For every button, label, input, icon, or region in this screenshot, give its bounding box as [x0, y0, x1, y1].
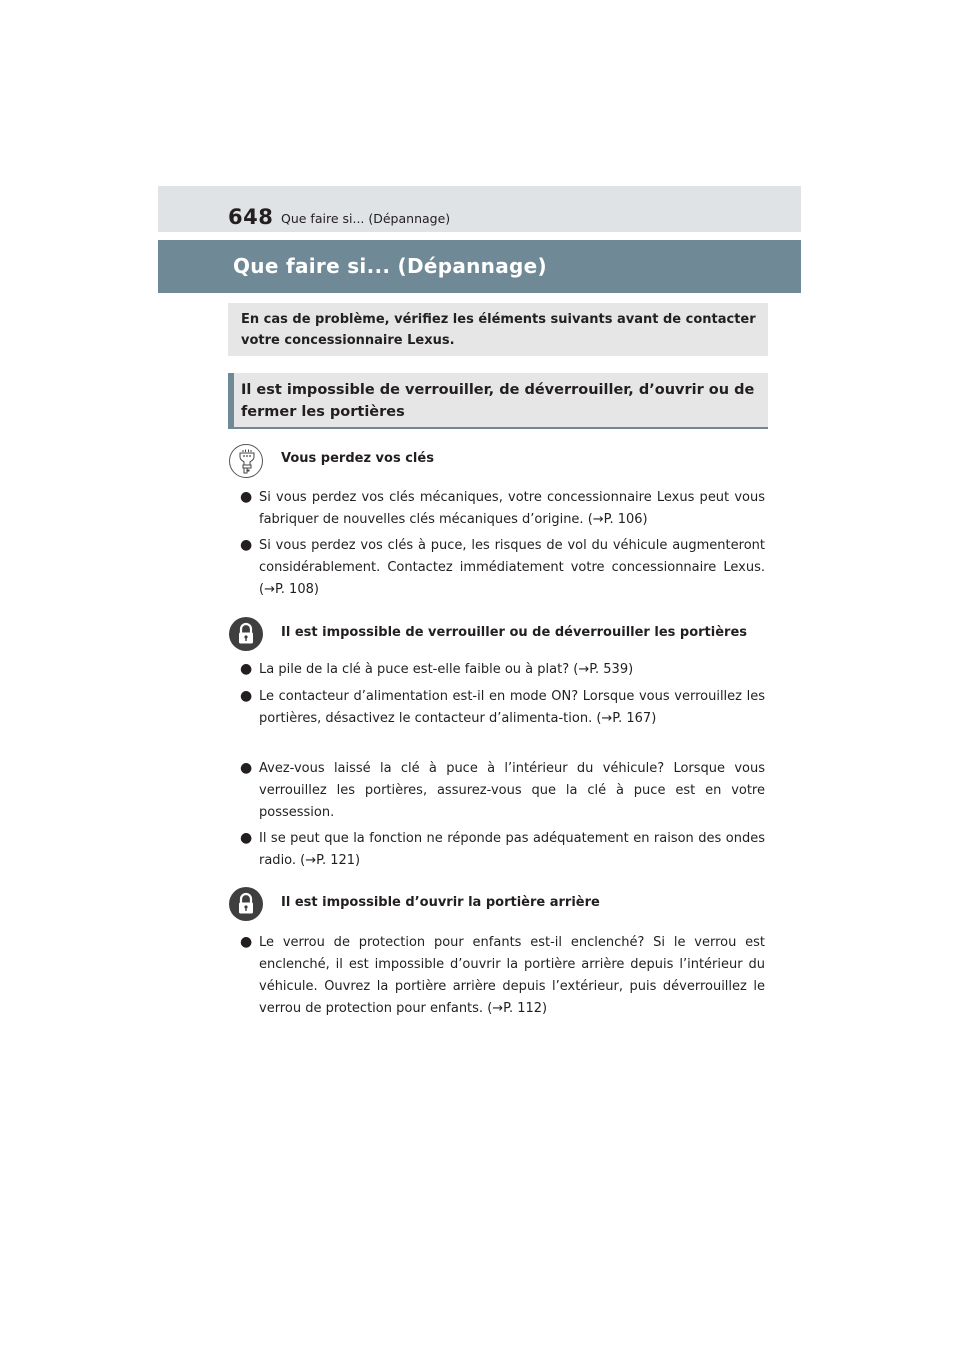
bullet: ● — [240, 760, 253, 776]
bullet: ● — [240, 661, 253, 677]
list-item: Le verrou de protection pour enfants est-il enclenché? Si le verrou est enclenché, il est impossible d’ouvrir la portière arrière depuis l’intérieur du véhicule. Ouvrez la portière arrière depuis l’extérieur, puis déverrouillez le verrou de protection pour enfants. (→P. 112) — [259, 935, 765, 1016]
lock-icon — [229, 887, 263, 921]
list-item: Avez-vous laissé la clé à puce à l’intérieur du véhicule? Lorsque vous verrouillez les portières, assurez-vous que la clé à puce est en votre possession. — [259, 761, 765, 820]
topic-title-lost-keys: Vous perdez vos clés — [281, 451, 434, 466]
subsection-title: Il est impossible de verrouiller, de déverrouiller, d’ouvrir ou de fermer les portières — [241, 382, 755, 420]
list-item: Si vous perdez vos clés mécaniques, votre concessionnaire Lexus peut vous fabriquer de nouvelles clés mécaniques d’origine. (→P. 106) — [259, 490, 765, 527]
subsection-accent-bar — [228, 373, 234, 427]
topic-title-lock-unlock: Il est impossible de verrouiller ou de déverrouiller les portières — [281, 625, 748, 640]
bullet: ● — [240, 934, 253, 950]
bullet: ● — [240, 489, 253, 505]
intro-text: En cas de problème, vérifiez les éléments suivants avant de contacter votre concessionnaire Lexus. — [241, 312, 756, 348]
lock-icon — [229, 617, 263, 651]
topic-title-rear-door: Il est impossible d’ouvrir la portière arrière — [281, 895, 600, 910]
bullet: ● — [240, 537, 253, 553]
bullet: ● — [240, 830, 253, 846]
page-number: 648 — [228, 205, 274, 229]
running-title: Que faire si... (Dépannage) — [281, 211, 451, 226]
list-item: La pile de la clé à puce est-elle faible ou à plat? (→P. 539) — [259, 662, 634, 677]
bullet: ● — [240, 688, 253, 704]
section-title: Que faire si... (Dépannage) — [233, 254, 547, 278]
list-item: Le contacteur d’alimentation est-il en mode ON? Lorsque vous verrouillez les portières, désactivez le contacteur d’alimenta-tion. (→P. 167) — [259, 689, 765, 726]
list-item: Il se peut que la fonction ne réponde pas adéquatement en raison des ondes radio. (→P. 121) — [259, 831, 765, 868]
key-icon — [229, 444, 263, 478]
list-item: Si vous perdez vos clés à puce, les risques de vol du véhicule augmenteront considérablement. Contactez immédiatement votre concessionnaire Lexus. (→P. 108) — [259, 538, 765, 597]
